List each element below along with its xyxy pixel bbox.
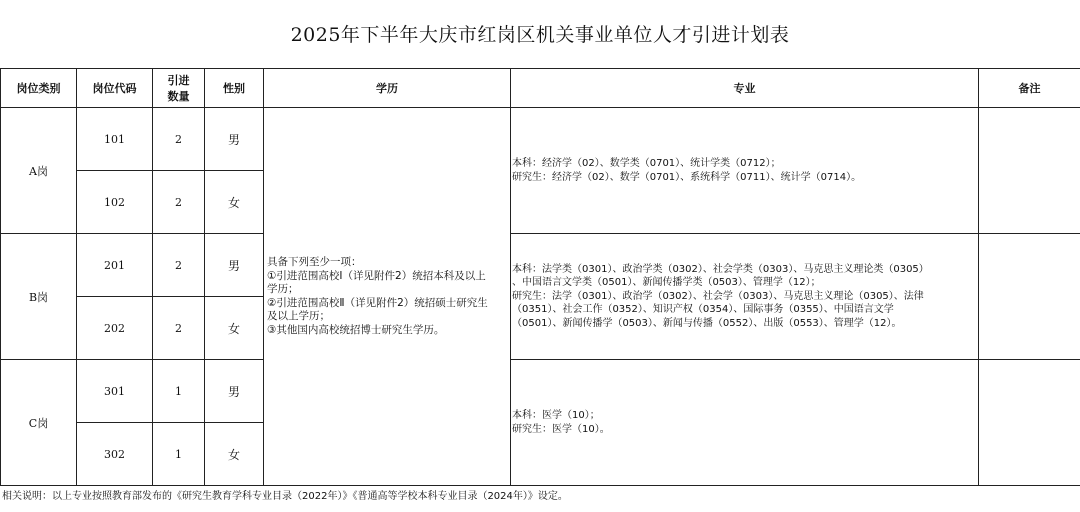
gender-cell: 女 [205,423,264,486]
remarks-cell [979,360,1080,486]
major-line: 本科：医学（10）； [512,410,600,421]
remarks-cell [979,108,1080,234]
gender-cell: 女 [205,297,264,360]
code-cell: 202 [77,297,153,360]
major-cell [511,108,979,234]
education-line: ③其他国内高校统招博士研究生学历。 [267,323,445,336]
major-line: 本科：法学类（0301）、政治学类（0302）、社会学类（0303）、马克思主义理论类（0305） [512,263,929,275]
header-education: 学历 [264,69,511,108]
education-cell [264,108,511,486]
header-quota-line2: 数量 [167,90,190,103]
table-row [1,108,1080,171]
header-code: 岗位代码 [77,69,153,108]
header-remarks: 备注 [979,69,1080,108]
education-line: 具备下列至少一项： [267,256,362,268]
category-cell: A岗 [1,108,77,234]
major-cell [511,234,979,360]
major-line: 研究生：法学（0301）、政治学（0302）、社会学（0303）、马克思主义理论（0305）、法律 [512,290,924,302]
gender-cell: 男 [205,234,264,297]
gender-cell: 男 [205,108,264,171]
code-cell: 101 [77,108,153,171]
education-line: 学历； [267,283,299,295]
quota-cell: 1 [153,360,205,423]
major-line: 研究生：医学（10）。 [512,423,610,435]
quota-cell: 2 [153,234,205,297]
header-category: 岗位类别 [1,69,77,108]
category-cell: B岗 [1,234,77,360]
quota-cell: 2 [153,171,205,234]
header-quota-line1: 引进 [167,74,190,87]
remarks-cell [979,234,1080,360]
table-row [1,360,1080,423]
major-line: （0351）、社会工作（0352）、知识产权（0354）、国际事务（0355）、中国语言文学 [512,304,894,316]
page-title: 2025年下半年大庆市红岗区机关事业单位人才引进计划表 [290,24,790,46]
quota-cell: 2 [153,297,205,360]
gender-cell: 女 [205,171,264,234]
major-line: 、中国语言文学类（0501）、新闻传播学类（0503）、管理学（12）； [512,277,821,289]
talent-plan-table [0,68,1080,486]
code-cell: 102 [77,171,153,234]
code-cell: 302 [77,423,153,486]
major-line: （0501）、新闻传播学（0503）、新闻与传播（0552）、出版（0553）、管理学（12）。 [512,317,902,329]
gender-cell: 男 [205,360,264,423]
header-quota [153,69,205,108]
major-cell [511,360,979,486]
code-cell: 201 [77,234,153,297]
footer-note: 相关说明：以上专业按照教育部发布的《研究生教育学科专业目录（2022年）》《普通高等学校本科专业目录（2024年）》设定。 [2,491,568,502]
education-line: 及以上学历； [267,310,330,322]
education-line: ②引进范围高校Ⅱ（详见附件2）统招硕士研究生 [267,296,488,309]
major-line: 研究生：经济学（02）、数学（0701）、系统科学（0711）、统计学（0714）。 [512,171,862,183]
header-row [1,69,1080,108]
category-cell: C岗 [1,360,77,486]
table-row [1,234,1080,297]
major-line: 本科：经济学（02）、数学类（0701）、统计学类（0712）； [512,158,781,169]
code-cell: 301 [77,360,153,423]
education-line: ①引进范围高校Ⅰ（详见附件2）统招本科及以上 [267,269,486,282]
quota-cell: 1 [153,423,205,486]
quota-cell: 2 [153,108,205,171]
header-major: 专业 [511,69,979,108]
header-gender: 性别 [205,69,264,108]
